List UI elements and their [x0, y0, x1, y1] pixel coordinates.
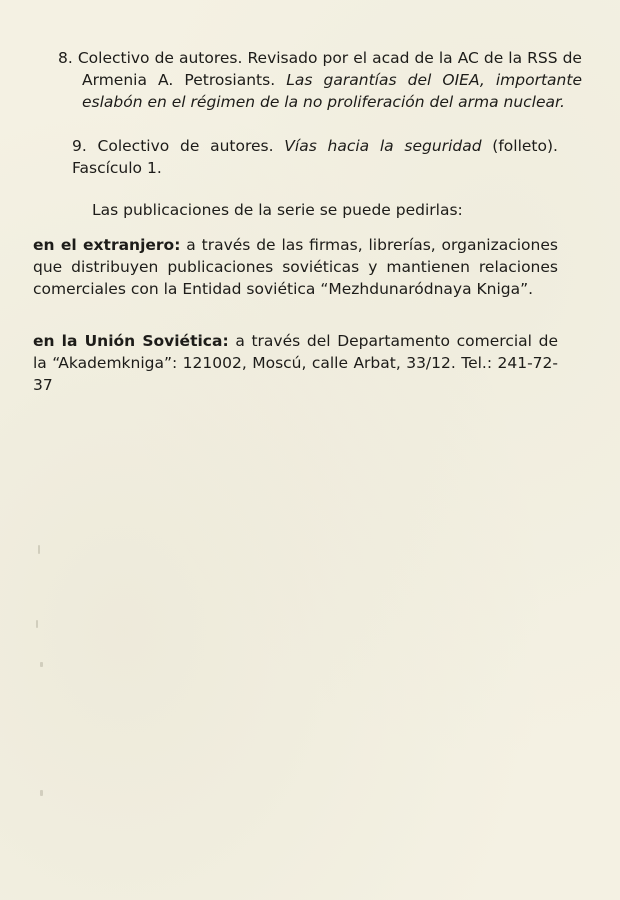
reference-author: Colectivo de autores.	[97, 137, 274, 155]
reference-note: Revisado por el acad de la AC de la RSS de Armenia A. Petrosiants.	[82, 49, 582, 89]
ordering-ussr	[33, 330, 558, 396]
ordering-ussr-lead: en la Unión Soviética:	[33, 332, 229, 350]
reference-number: 9.	[72, 137, 87, 155]
reference-suffix: (folleto). Fascículo 1.	[72, 137, 558, 177]
reference-title: Las garantías del OIEA, importante eslabón en el régimen de la no proliferación del arma nuclear.	[82, 71, 582, 111]
ordering-intro: Las publicaciones de la serie se puede pedirlas:	[92, 201, 463, 219]
reference-author: Colectivo de autores.	[77, 49, 243, 67]
paper-speck	[40, 662, 43, 667]
reference-item-8	[58, 47, 582, 113]
ordering-ussr-text: a través del Departamento comercial de la “Akademkniga”: 121002, Moscú, calle Arbat, 33/12. Tel.: 241-72-37	[33, 332, 558, 394]
ordering-abroad-text: a través de las firmas, librerías, organizaciones que distribuyen publicaciones soviéticas y mantienen relaciones comerciales con la Entidad soviética “Mezhdunaródnaya Kniga”.	[33, 236, 558, 298]
ordering-abroad-lead: en el extranjero:	[33, 236, 181, 254]
reference-title: Vías hacia la seguridad	[284, 137, 482, 155]
paper-speck	[36, 620, 38, 628]
reference-item-9	[72, 135, 558, 179]
reference-number: 8.	[58, 49, 73, 67]
ordering-abroad	[33, 234, 558, 300]
paper-speck	[38, 545, 40, 554]
paper-speck	[40, 790, 43, 796]
